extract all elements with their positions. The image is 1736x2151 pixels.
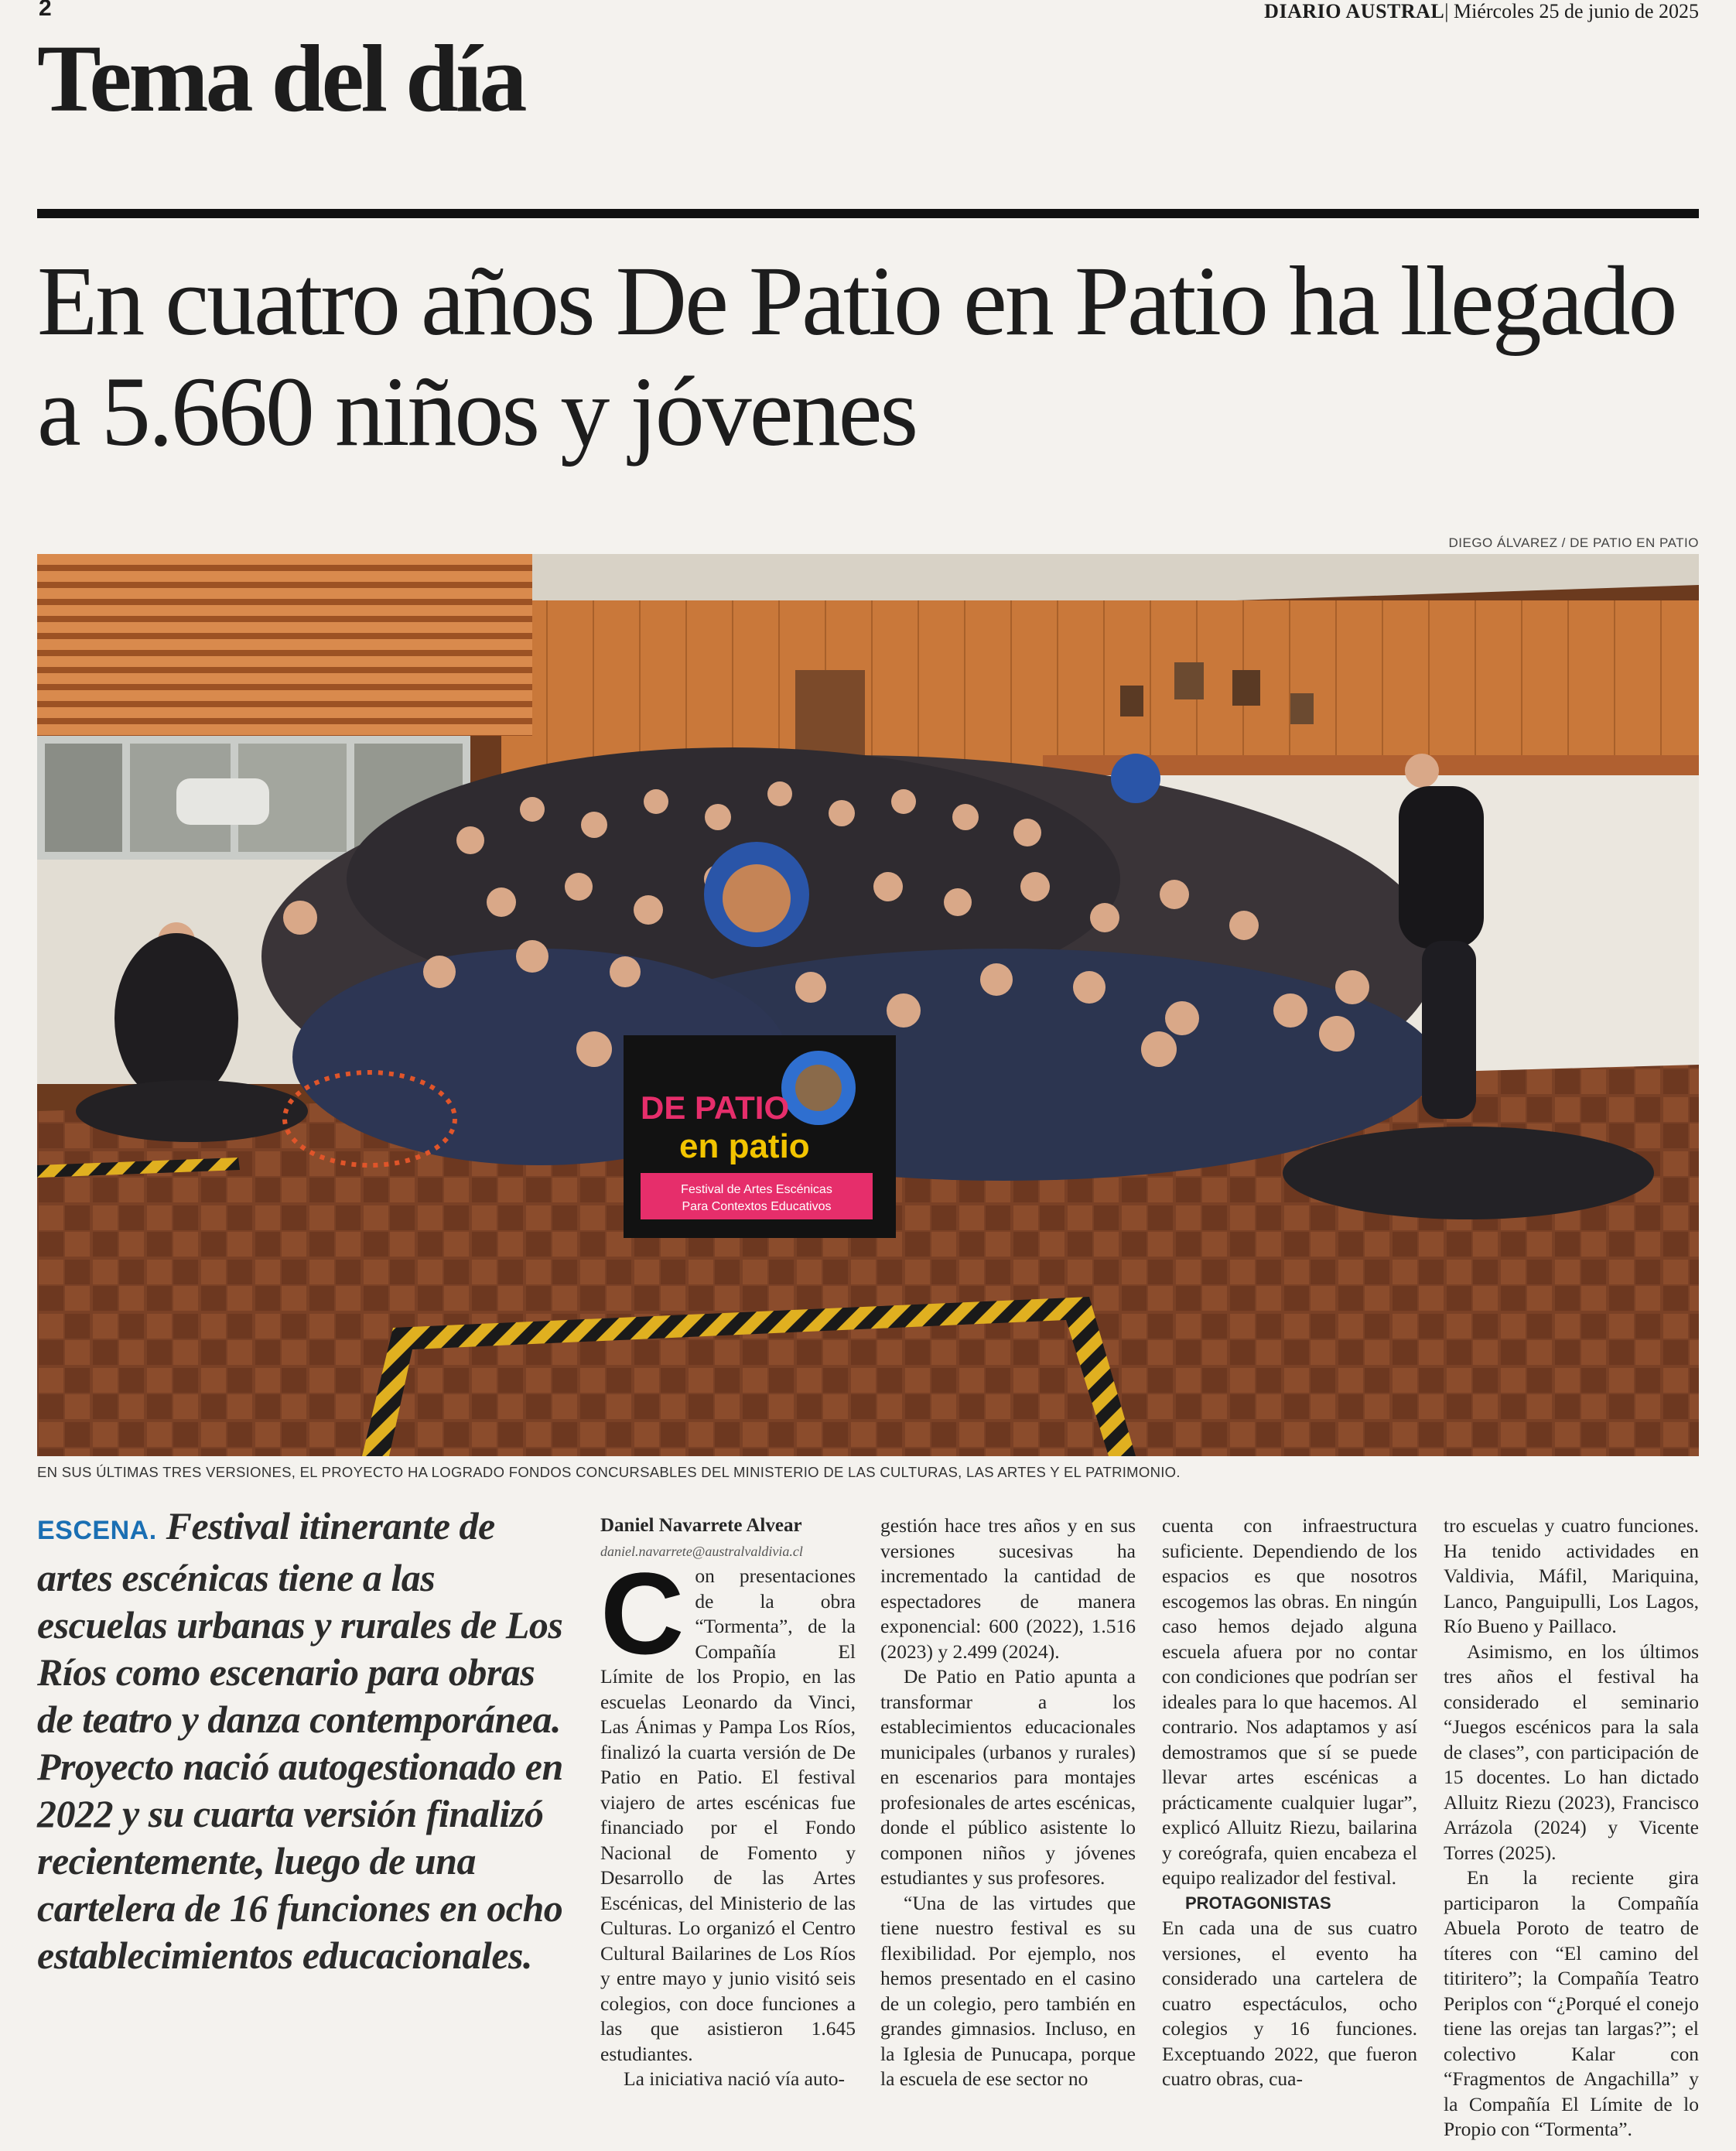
paragraph-3-2: En cada una de sus cuatro versiones, el evento ha considerado una cartelera de cuatro espectáculos, ocho colegios y 16 funciones. Exceptuando 2022, que fueron cuatro obras, cua-	[1162, 1917, 1417, 2090]
headline: En cuatro años De Patio en Patio ha llegado a 5.660 niños y jóvenes	[37, 246, 1676, 467]
newspaper-name: DIARIO AUSTRAL	[1264, 0, 1445, 22]
sign-title-line2: en patio	[679, 1127, 810, 1165]
article-column-2	[880, 1513, 1136, 2092]
paragraph-2-1: gestión hace tres años y en sus versiones sucesivas ha incrementado la cantidad de espectadores de manera exponencial: 600 (2022), 1.516 (2023) y 2.499 (2024).	[880, 1514, 1136, 1663]
article-column-1	[600, 1513, 856, 2092]
section-title: Tema del día	[37, 26, 525, 132]
photo-credit: DIEGO ÁLVAREZ / DE PATIO EN PATIO	[1448, 535, 1699, 550]
paragraph-1-2: La iniciativa nació vía auto-	[624, 2067, 846, 2090]
paragraph-4-2: Asimismo, en los últimos tres años el festival ha considerado el seminario “Juegos escénicos para la sala de clases”, con participación de 15 docentes. Lo han dictado Alluitz Riezu (2023), Francisco Arrázola (2024) y Vicente Torres (2025).	[1444, 1640, 1699, 1864]
masthead	[1264, 0, 1699, 23]
paragraph-4-3: En la reciente gira participaron la Compañía Abuela Poroto de teatro de títeres con “El camino del titiritero”; la Compañía Teatro Periplos con “¿Porqué el conejo tiene las orejas tan largas?”; el colectivo Kalar con “Fragmentos de Angachilla” y la Compañía El Límite de lo Propio con “Tormenta”.	[1444, 1866, 1699, 2140]
sign-subtitle-line2: Para Contextos Educativos	[682, 1200, 832, 1213]
masthead-separator: |	[1444, 0, 1449, 22]
deck-text: Festival itinerante de artes escénicas tiene a las escuelas urbanas y rurales de Los Ríos como escenario para obras de teatro y danza contemporánea. Proyecto nació autogestionado en 2022 y su cuarta versión finalizó recientemente, luego de una cartelera de 16 funciones en ocho establecimientos educacionales.	[37, 1504, 563, 1977]
group-photo-illustration	[37, 554, 1699, 1456]
sign-subtitle-line1: Festival de Artes Escénicas	[681, 1183, 832, 1196]
page-number: 2	[39, 0, 52, 21]
paragraph-1-1-text: on presentaciones de la obra “Tormenta”, de la Compañía El Límite de los Propio, en las escuelas Leonardo da Vinci, Las Ánimas y Pampa Los Ríos, finalizó la cuarta versión de De Patio en Patio. El festival viajero de artes escénicas fue financiado por el Fondo Nacional de Fomento y Desarrollo de las Artes Escénicas, del Ministerio de las Culturas. Lo organizó el Centro Cultural Bailarines de Los Ríos y entre mayo y junio visitó seis colegios, con doce funciones a las que asistieron 1.645 estudiantes.	[600, 1565, 856, 2065]
subhead-protagonistas: PROTAGONISTAS	[1185, 1893, 1331, 1913]
paragraph-2-2: De Patio en Patio apunta a transformar a los establecimientos educacionales municipales (urbanos y rurales) en escenarios para montajes profesionales de artes escénicas, donde el público asistente lo componen niños y jóvenes estudiantes y sus profesores.	[880, 1665, 1136, 1889]
article-column-4	[1444, 1513, 1699, 2142]
deck-kicker: ESCENA.	[37, 1516, 157, 1545]
sign-title-line1: DE PATIO	[641, 1089, 790, 1126]
author-name: Daniel Navarrete Alvear	[600, 1515, 802, 1536]
section-rule	[37, 209, 1699, 218]
article-deck	[37, 1503, 571, 1979]
drop-cap: C	[600, 1548, 685, 1678]
festival-sign	[624, 1035, 896, 1238]
issue-date: Miércoles 25 de junio de 2025	[1454, 0, 1699, 22]
paragraph-3-1: cuenta con infraestructura suficiente. Dependiendo de los espacios es que nosotros escogemos las obras. En ningún caso hemos dejado alguna escuela afuera por no contar con condiciones que podrían ser ideales para lo que hacemos. Al contrario. Nos adaptamos y así demostramos que sí se puede llevar artes escénicas a prácticamente cualquier lugar”, explicó Alluitz Riezu, bailarina y coreógrafa, quien encabeza el equipo realizador del festival.	[1162, 1514, 1417, 1889]
article-column-3	[1162, 1513, 1417, 2092]
author-email: daniel.navarrete@australvaldivia.cl	[600, 1543, 803, 1559]
paragraph-2-3: “Una de las virtudes que tiene nuestro festival es su flexibilidad. Por ejemplo, nos hemos presentado en el casino de un colegio, pero también en grandes gimnasios. Incluso, en la Iglesia de Punucapa, porque la escuela de ese sector no	[880, 1891, 1136, 2090]
paragraph-4-1: tro escuelas y cuatro funciones. Ha tenido actividades en Valdivia, Máfil, Mariquina, Lanco, Panguipulli, Los Lagos, Río Bueno y Paillaco.	[1444, 1514, 1699, 1637]
group-photo	[37, 554, 1699, 1456]
photo-caption: EN SUS ÚLTIMAS TRES VERSIONES, EL PROYECTO HA LOGRADO FONDOS CONCURSABLES DEL MINISTERIO DE LAS CULTURAS, LAS ARTES Y EL PATRIMONIO.	[37, 1464, 1181, 1480]
